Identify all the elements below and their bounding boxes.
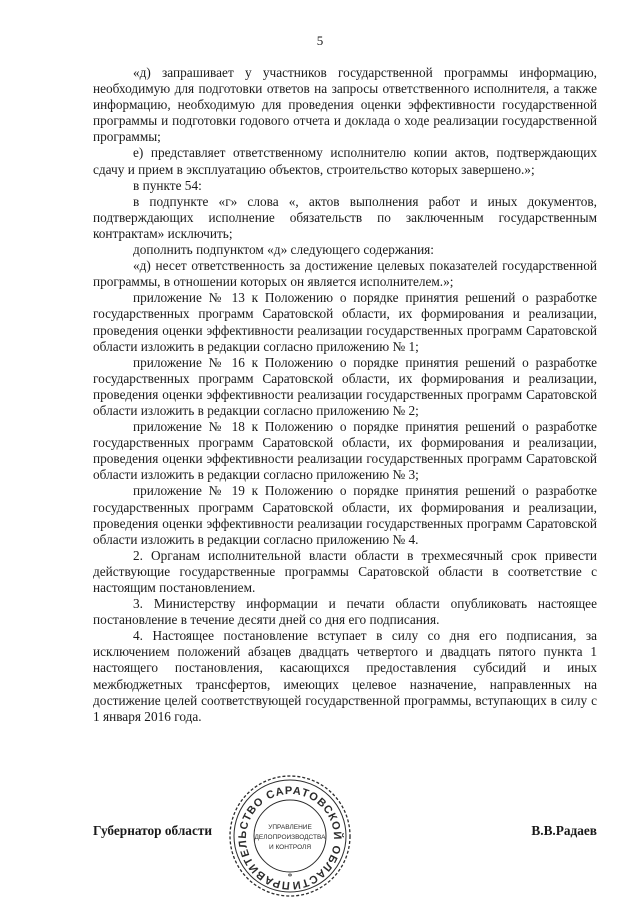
signatory-title: Губернатор области [93,823,213,838]
paragraph: дополнить подпунктом «д» следующего содержания: [133,242,434,258]
svg-text:*: * [287,872,293,883]
paragraph: приложение № 13 к Положению о порядке принятия решений о разработке государственных программ Саратовской области, их формирования и реализации, проведения оценки эффективности реализации государственных программ Саратовской области изложить в редакции согласно приложению № 1; [93,290,597,354]
paragraph: 2. Органам исполнительной власти области в трехмесячный срок привести действующие государственные программы Саратовской области в соответствие с настоящим постановлением. [93,547,597,595]
official-seal [222,770,358,900]
paragraph: в пункте 54: [133,177,202,193]
document-body [93,65,597,725]
paragraph: «д) запрашивает у участников государственной программы информацию, необходимую для подготовки ответов на запросы ответственного исполнителя, а также информацию, необходимую для проведения оценки эффективности государственной программы и подготовки годового отчета и доклада о ходе реализации государственной программы; [93,65,597,145]
signatory-name: В.В.Радаев [531,823,597,838]
paragraph: «д) несет ответственность за достижение целевых показателей государственной программы, в отношении которых он является исполнителем.»; [93,258,597,290]
paragraph: в подпункте «г» слова «, актов выполнения работ и иных документов, подтверждающих исполнение обязательств по заключенным государственным контрактам» исключить; [93,193,597,241]
paragraph: 4. Настоящее постановление вступает в силу со дня его подписания, за исключением положений абзацев двадцать четвертого и двадцать пятого пункта 1 настоящего постановления, касающихся предоставления субсидий и иных межбюджетных трансфертов, имеющих целевое назначение, направленных на достижение целей соответствующей государственной программы, вступающих в силу с 1 января 2016 года. [93,628,597,724]
svg-text:УПРАВЛЕНИЕ: УПРАВЛЕНИЕ [268,824,312,831]
svg-text:ДЕЛОПРОИЗВОДСТВА: ДЕЛОПРОИЗВОДСТВА [254,834,326,841]
paragraph: е) представляет ответственному исполнителю копии актов, подтверждающих сдачу и прием в эксплуатацию объектов, строительство которых завершено.»; [93,145,597,177]
paragraph: 3. Министерству информации и печати области опубликовать настоящее постановление в течение десяти дней со дня его подписания. [93,596,597,628]
paragraph: приложение № 16 к Положению о порядке принятия решений о разработке государственных программ Саратовской области, их формирования и реализации, проведения оценки эффективности реализации государственных программ Саратовской области изложить в редакции согласно приложению № 2; [93,354,597,418]
svg-text:И КОНТРОЛЯ: И КОНТРОЛЯ [268,844,312,851]
paragraph: приложение № 19 к Положению о порядке принятия решений о разработке государственных программ Саратовской области, их формирования и реализации, проведения оценки эффективности реализации государственных программ Саратовской области изложить в редакции согласно приложению № 4. [93,483,597,547]
seal-ring-text: ПРАВИТЕЛЬСТВО САРАТОВСКОЙ ОБЛАСТИ [236,784,344,892]
page-number: 5 [316,33,324,48]
paragraph: приложение № 18 к Положению о порядке принятия решений о разработке государственных программ Саратовской области, их формирования и реализации, проведения оценки эффективности реализации государственных программ Саратовской области изложить в редакции согласно приложению № 3; [93,419,597,483]
